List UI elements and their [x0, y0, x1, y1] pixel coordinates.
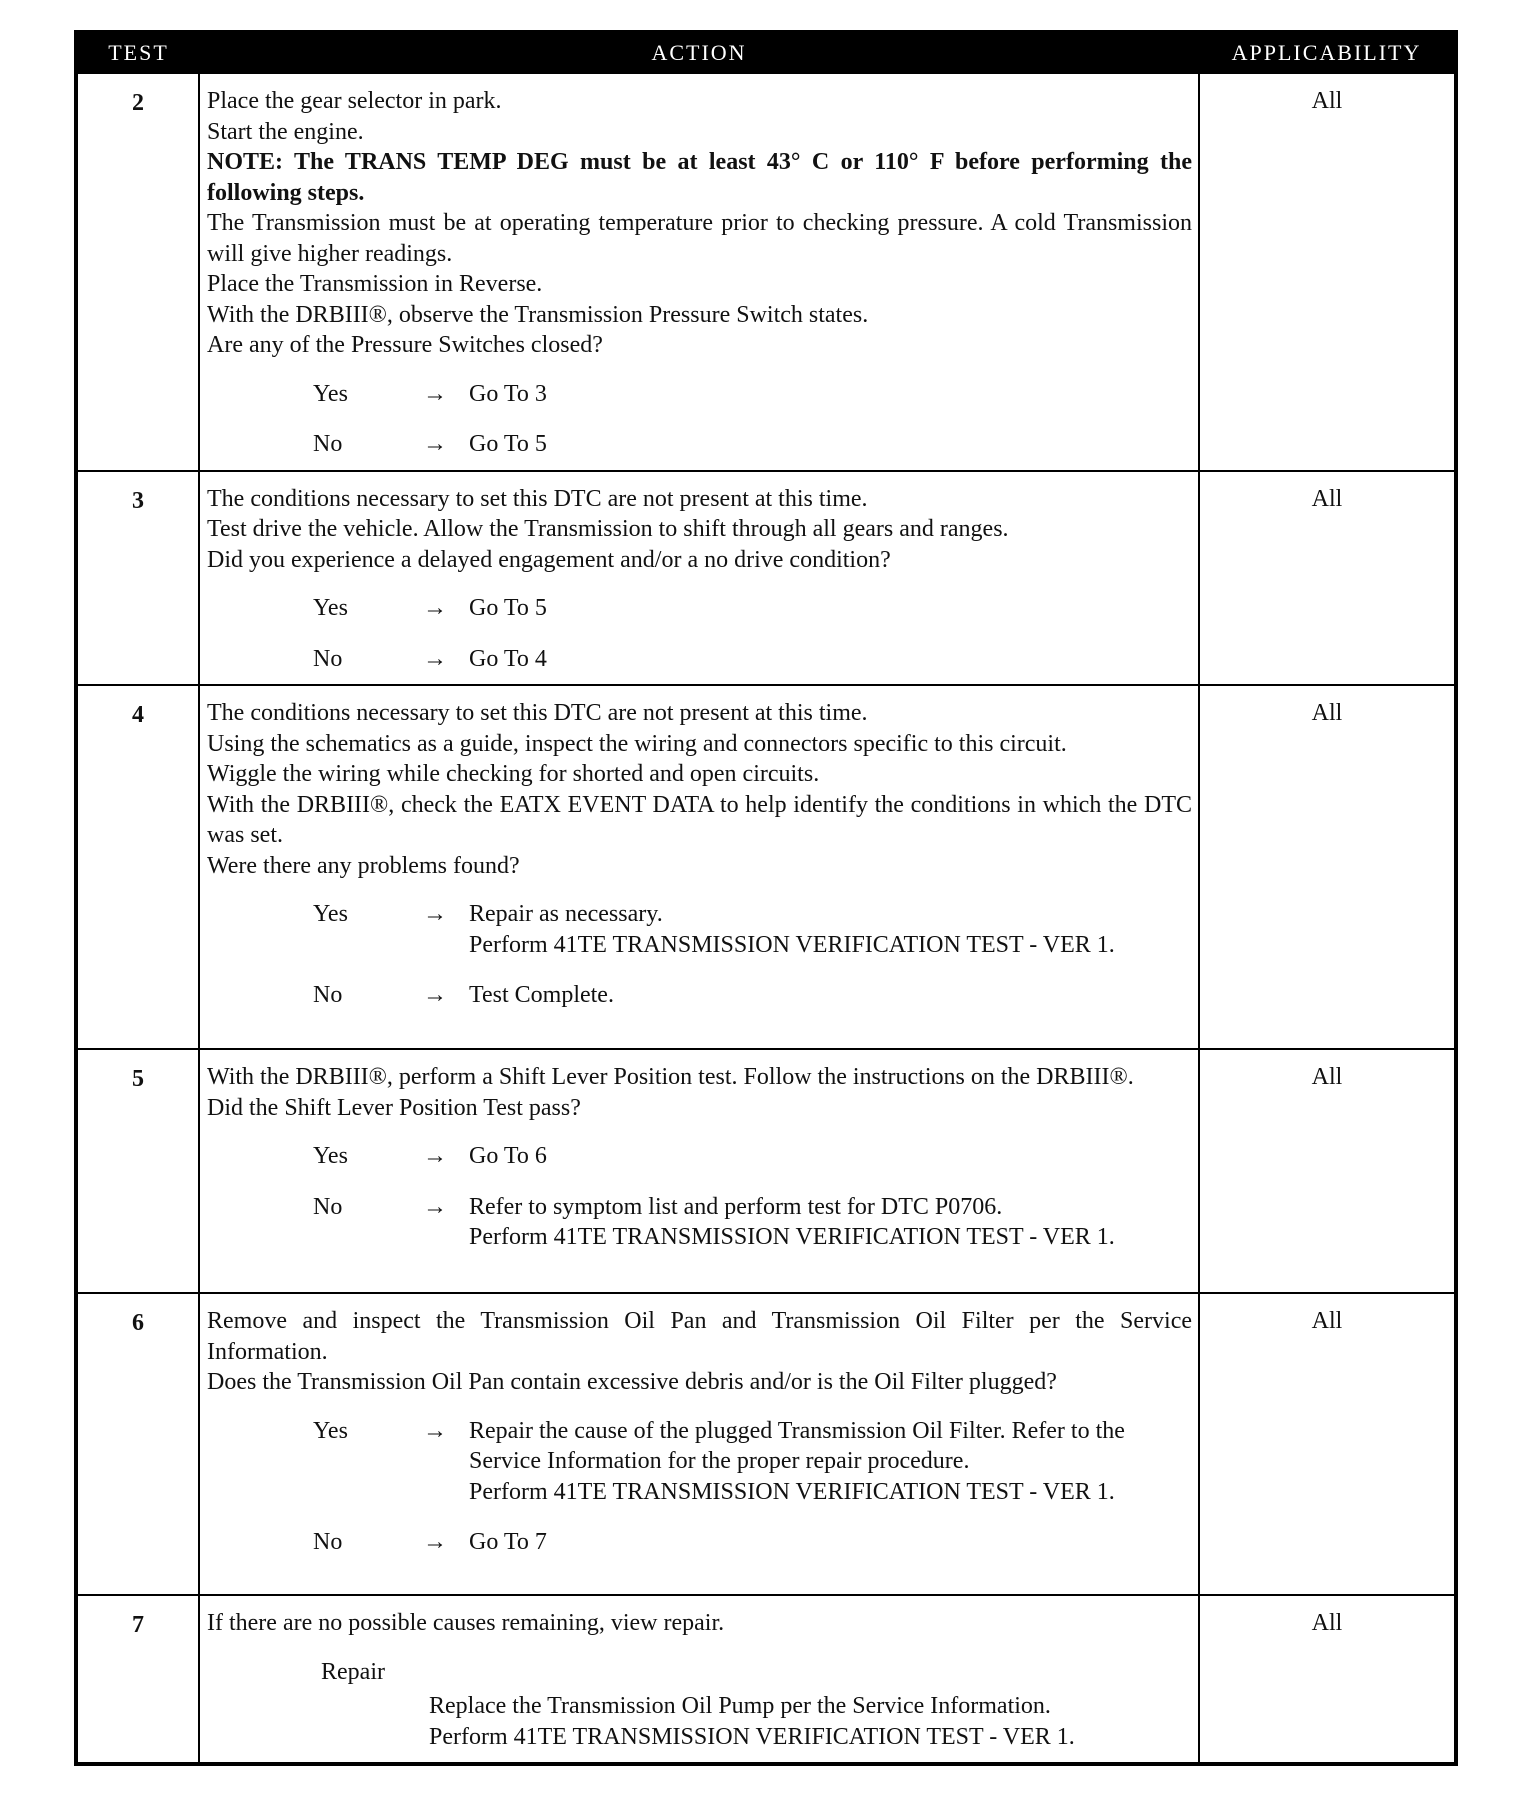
- action-text: With the DRBIII®, check the EATX EVENT DATA to help identify the conditions in which the DTC was set.: [207, 791, 1192, 848]
- yes-label: Yes: [313, 901, 348, 927]
- yes-result: Repair the cause of the plugged Transmission Oil Filter. Refer to the Service Information for the proper repair procedure.: [469, 1417, 1125, 1474]
- no-result: Go To 4: [469, 645, 547, 672]
- arrow-right-icon: →: [423, 595, 447, 621]
- repair-instructions: [429, 1691, 1192, 1752]
- no-option: [313, 980, 1192, 1011]
- arrow-right-icon: →: [423, 645, 447, 672]
- action-text: Start the engine.: [207, 118, 364, 145]
- test-number: 4: [76, 685, 199, 1049]
- no-result: Refer to symptom list and perform test for DTC P0706.: [469, 1193, 1003, 1220]
- yes-result: Go To 5: [469, 595, 547, 621]
- repair-label: Repair: [321, 1658, 385, 1685]
- yes-option: [313, 899, 1192, 960]
- table-row: [76, 1293, 1456, 1595]
- no-label: No: [313, 1193, 343, 1220]
- diagnostic-page: [74, 30, 1454, 1766]
- test-number: 3: [76, 471, 199, 686]
- no-label: No: [313, 645, 343, 672]
- response-options: [207, 1141, 1192, 1253]
- table-header-row: [76, 32, 1456, 73]
- no-result: Test Complete.: [469, 982, 614, 1008]
- action-cell: [199, 471, 1199, 686]
- applicability-cell: All: [1199, 73, 1456, 471]
- action-text: With the DRBIII®, perform a Shift Lever Position test. Follow the instructions on the DRBIII®.: [207, 1064, 1134, 1090]
- yes-result: Go To 6: [469, 1143, 547, 1169]
- action-cell: [199, 1293, 1199, 1595]
- no-label: No: [313, 1529, 343, 1555]
- action-cell: [199, 1049, 1199, 1293]
- yes-result: Repair as necessary.: [469, 901, 663, 927]
- yes-label: Yes: [313, 1417, 348, 1444]
- action-text: Place the gear selector in park.: [207, 88, 502, 114]
- action-text: Does the Transmission Oil Pan contain excessive debris and/or is the Oil Filter plugged?: [207, 1369, 1057, 1395]
- action-text: With the DRBIII®, observe the Transmission Pressure Switch states.: [207, 301, 869, 328]
- test-number: 7: [76, 1595, 199, 1764]
- arrow-right-icon: →: [423, 1417, 447, 1444]
- arrow-right-icon: →: [423, 1143, 447, 1169]
- response-options: [207, 899, 1192, 1011]
- test-number: 2: [76, 73, 199, 471]
- action-text: Test drive the vehicle. Allow the Transmission to shift through all gears and ranges.: [207, 516, 1009, 542]
- action-cell: [199, 1595, 1199, 1764]
- no-label: No: [313, 982, 343, 1008]
- arrow-right-icon: →: [423, 901, 447, 927]
- action-text: The conditions necessary to set this DTC are not present at this time.: [207, 700, 868, 726]
- header-test: TEST: [76, 32, 199, 73]
- arrow-right-icon: →: [423, 1193, 447, 1220]
- applicability-cell: All: [1199, 1049, 1456, 1293]
- table-row: [76, 73, 1456, 471]
- no-option: [313, 644, 1192, 675]
- action-text: Are any of the Pressure Switches closed?: [207, 332, 603, 358]
- applicability-cell: All: [1199, 1595, 1456, 1764]
- arrow-right-icon: →: [423, 431, 447, 457]
- repair-step: Replace the Transmission Oil Pump per the Service Information.: [429, 1693, 1051, 1719]
- arrow-right-icon: →: [423, 982, 447, 1008]
- action-cell: [199, 73, 1199, 471]
- no-result: Go To 5: [469, 431, 547, 457]
- applicability-cell: All: [1199, 1293, 1456, 1595]
- no-option: [313, 1527, 1192, 1558]
- yes-option: [313, 1141, 1192, 1172]
- arrow-right-icon: →: [423, 380, 447, 407]
- header-applicability: APPLICABILITY: [1199, 32, 1456, 73]
- yes-option: [313, 379, 1192, 410]
- yes-result: Perform 41TE TRANSMISSION VERIFICATION TEST - VER 1.: [469, 931, 1115, 958]
- response-options: [207, 593, 1192, 674]
- yes-label: Yes: [313, 1143, 348, 1169]
- action-text: Place the Transmission in Reverse.: [207, 271, 543, 297]
- action-text: Were there any problems found?: [207, 852, 520, 879]
- action-text: Using the schematics as a guide, inspect the wiring and connectors specific to this circuit.: [207, 730, 1067, 757]
- test-number: 5: [76, 1049, 199, 1293]
- applicability-cell: All: [1199, 471, 1456, 686]
- no-option: [313, 1192, 1192, 1253]
- action-text: The Transmission must be at operating temperature prior to checking pressure. A cold Transmission will give higher readings.: [207, 210, 1192, 267]
- response-options: [207, 379, 1192, 460]
- yes-label: Yes: [313, 380, 348, 407]
- action-text: Remove and inspect the Transmission Oil Pan and Transmission Oil Filter per the Service Information.: [207, 1308, 1192, 1365]
- applicability-cell: All: [1199, 685, 1456, 1049]
- yes-option: [313, 1416, 1192, 1508]
- action-text: Did the Shift Lever Position Test pass?: [207, 1094, 581, 1121]
- no-label: No: [313, 431, 343, 457]
- table-row: [76, 685, 1456, 1049]
- no-result: Go To 7: [469, 1529, 547, 1555]
- table-row: [76, 471, 1456, 686]
- action-text: If there are no possible causes remaining, view repair.: [207, 1610, 725, 1636]
- yes-label: Yes: [313, 595, 348, 621]
- yes-option: [313, 593, 1192, 624]
- response-options: [207, 1416, 1192, 1558]
- action-text: Did you experience a delayed engagement and/or a no drive condition?: [207, 546, 891, 573]
- action-text: Wiggle the wiring while checking for shorted and open circuits.: [207, 761, 820, 787]
- table-row: [76, 1595, 1456, 1764]
- no-option: [313, 429, 1192, 460]
- diagnostic-table: [74, 30, 1458, 1766]
- repair-step: Perform 41TE TRANSMISSION VERIFICATION TEST - VER 1.: [429, 1723, 1075, 1750]
- yes-result: Go To 3: [469, 380, 547, 407]
- action-cell: [199, 685, 1199, 1049]
- arrow-right-icon: →: [423, 1529, 447, 1555]
- yes-result: Perform 41TE TRANSMISSION VERIFICATION TEST - VER 1.: [469, 1478, 1115, 1505]
- table-row: [76, 1049, 1456, 1293]
- header-action: ACTION: [199, 32, 1199, 73]
- test-number: 6: [76, 1293, 199, 1595]
- action-text: The conditions necessary to set this DTC are not present at this time.: [207, 485, 868, 512]
- no-result: Perform 41TE TRANSMISSION VERIFICATION TEST - VER 1.: [469, 1224, 1115, 1250]
- note-text: NOTE: The TRANS TEMP DEG must be at least 43° C or 110° F before performing the following steps.: [207, 149, 1192, 206]
